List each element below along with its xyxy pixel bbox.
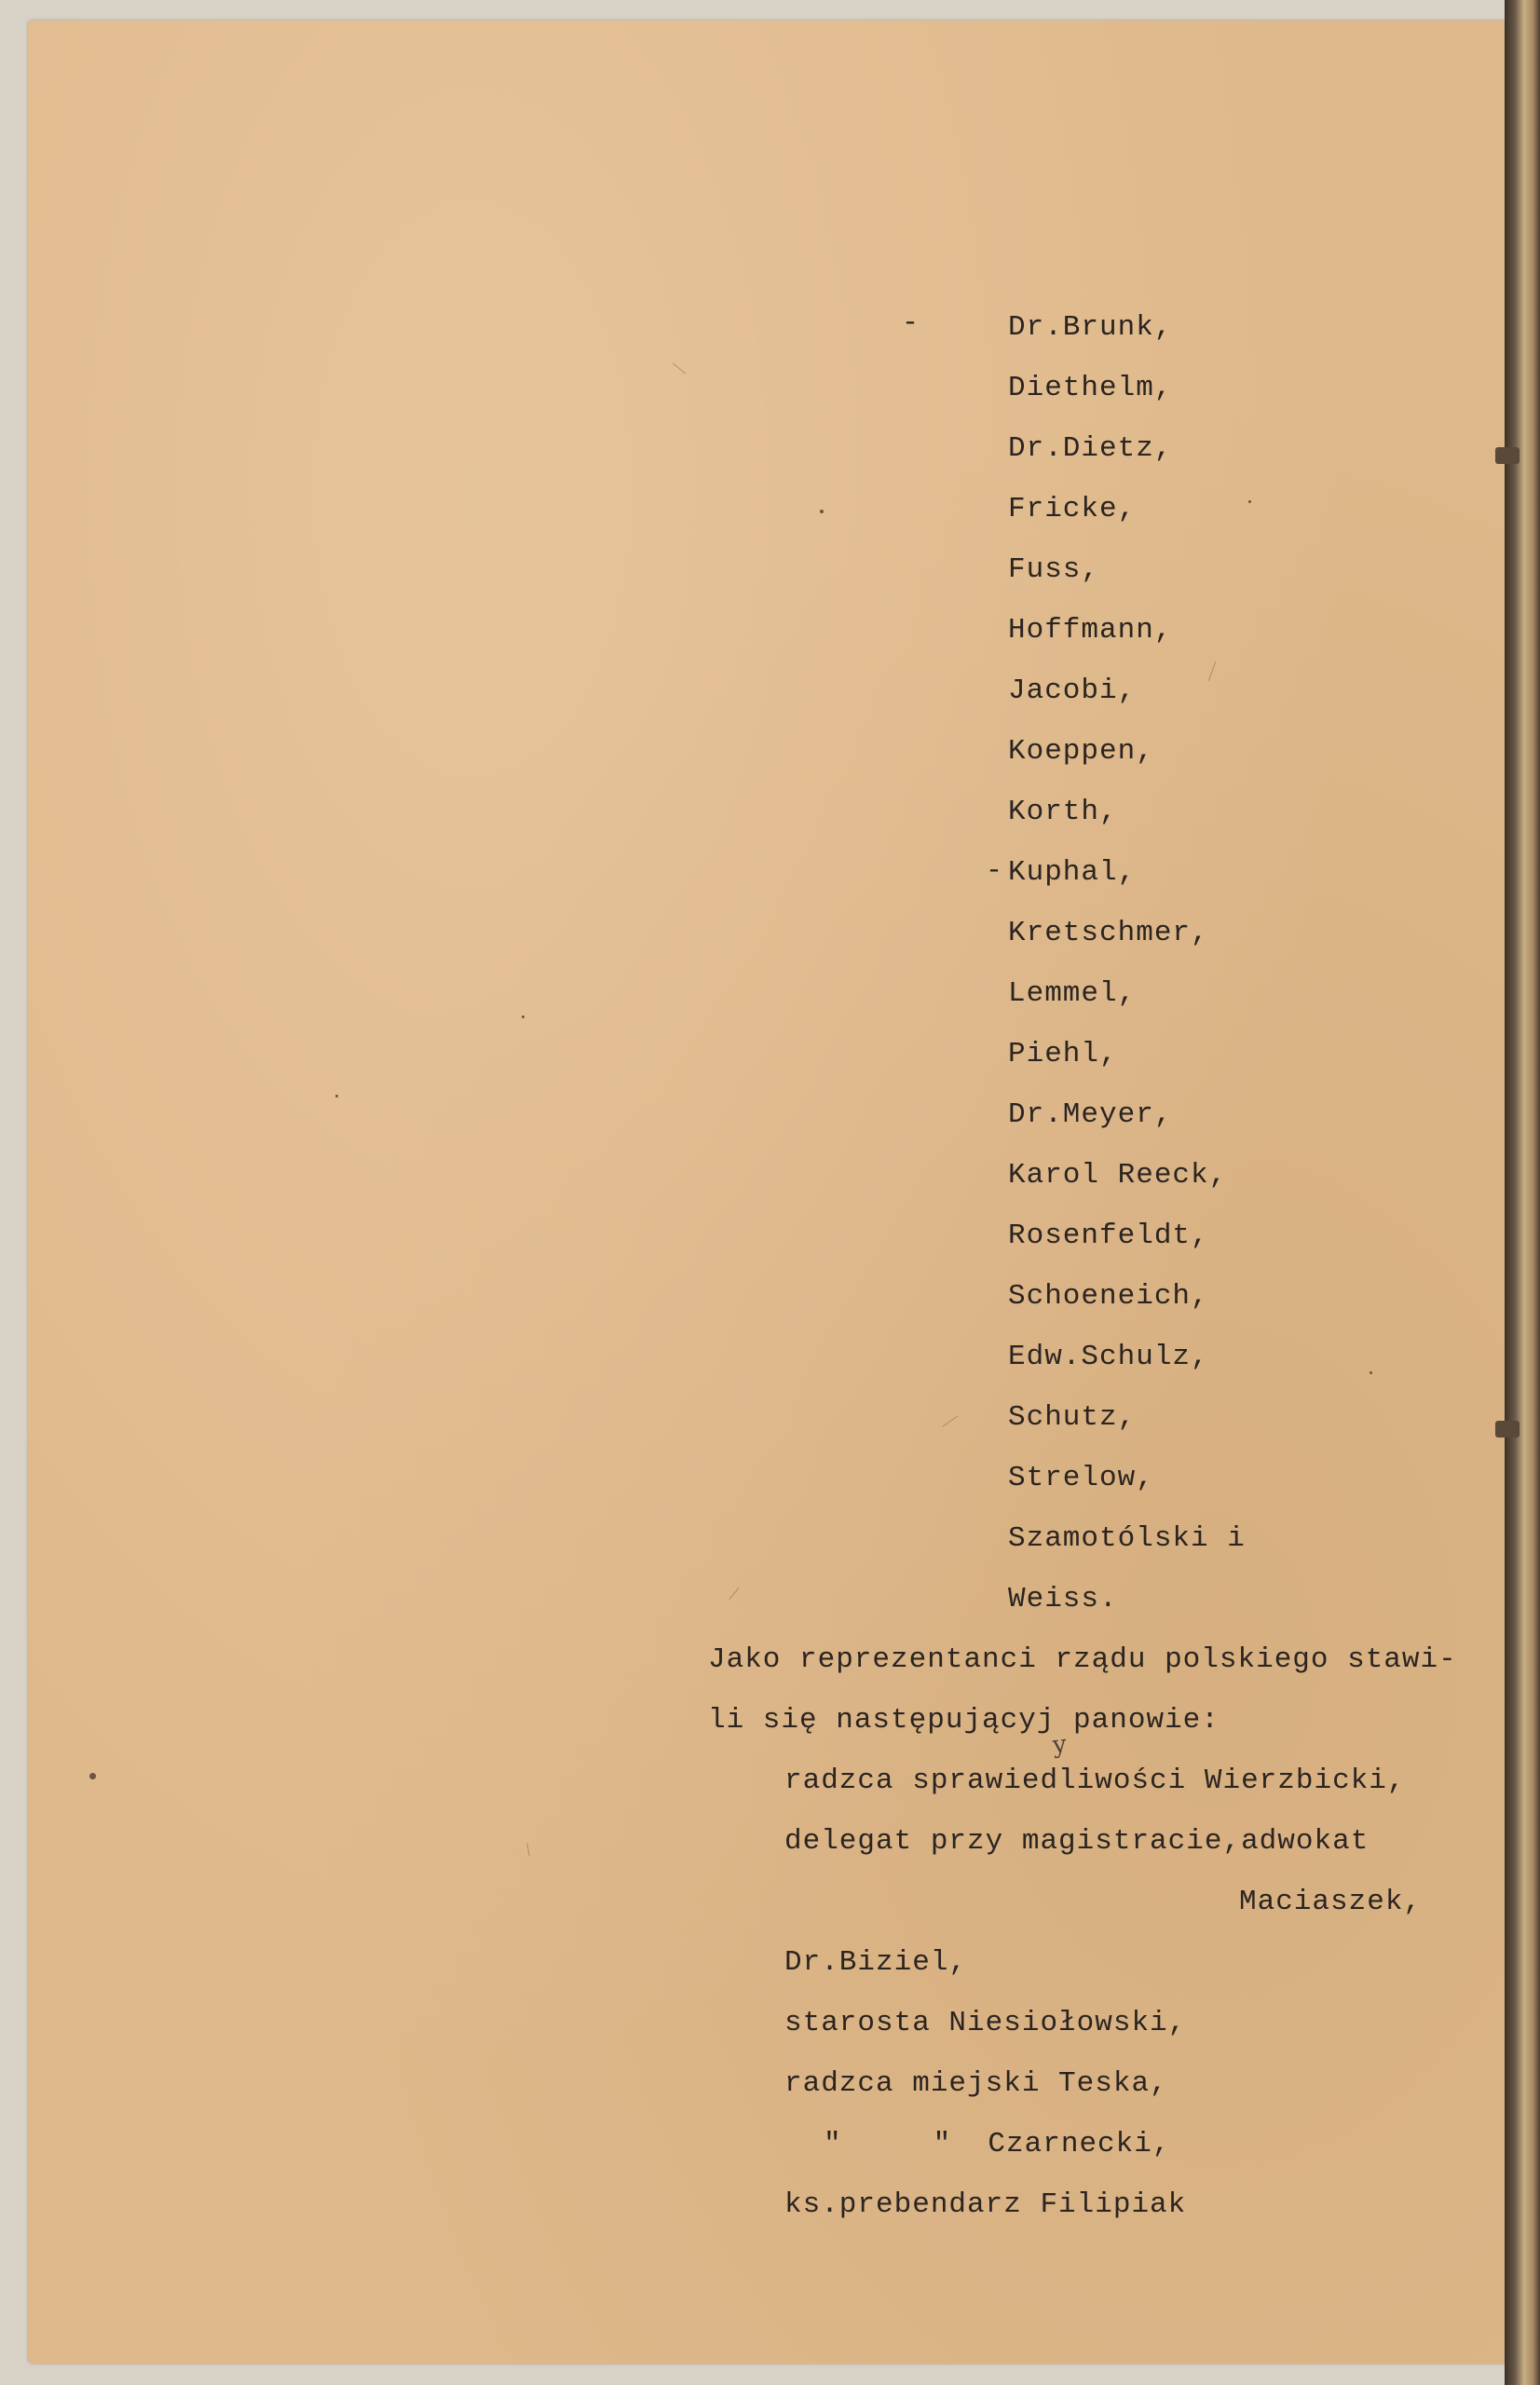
list-item: Hoffmann, — [1008, 614, 1173, 647]
list-item: Szamotólski i — [1008, 1522, 1246, 1555]
list-item: Jacobi, — [1008, 675, 1137, 707]
list-item: Rosenfeldt, — [1008, 1220, 1209, 1252]
list-item: Schutz, — [1008, 1401, 1137, 1434]
list-item: Strelow, — [1008, 1462, 1154, 1494]
paper-sheet — [28, 20, 1509, 2364]
list-item: Koeppen, — [1008, 735, 1154, 768]
list-item: " " Czarnecki, — [824, 2128, 1171, 2160]
paper-speck — [1248, 500, 1251, 503]
stray-dash-mark: - — [902, 307, 920, 339]
paper-speck — [522, 1015, 525, 1018]
paper-speck — [335, 1095, 338, 1097]
list-item: Korth, — [1008, 796, 1118, 828]
list-item: Lemmel, — [1008, 977, 1137, 1010]
list-item: starosta Niesiołowski, — [784, 2007, 1187, 2039]
list-item: Fricke, — [1008, 493, 1137, 525]
binding-tab — [1495, 447, 1520, 464]
list-item: radzca miejski Teska, — [784, 2067, 1168, 2100]
paragraph-line-1: Jako reprezentanci rządu polskiego stawi- — [708, 1643, 1457, 1676]
binding-edge — [1505, 0, 1540, 2385]
stray-dash-mark: - — [986, 855, 1003, 887]
list-item: Dr.Brunk, — [1008, 311, 1173, 344]
list-item: Kuphal, — [1008, 856, 1137, 889]
list-item: Weiss. — [1008, 1583, 1118, 1615]
list-item: Fuss, — [1008, 553, 1100, 586]
list-item: Diethelm, — [1008, 372, 1173, 404]
paper-speck — [820, 510, 824, 513]
paper-speck — [89, 1773, 96, 1779]
list-item: radzca sprawiedliwości Wierzbicki, — [784, 1765, 1406, 1797]
list-item: Edw.Schulz, — [1008, 1341, 1209, 1373]
list-item: Piehl, — [1008, 1038, 1118, 1070]
list-item: ks.prebendarz Filipiak — [784, 2188, 1187, 2221]
list-item: delegat przy magistracie,adwokat — [784, 1825, 1370, 1858]
list-item: Schoeneich, — [1008, 1280, 1209, 1313]
paragraph-line-2: li się następującyj panowie: — [708, 1704, 1220, 1737]
list-item: Dr.Biziel, — [784, 1946, 968, 1979]
list-item: Maciaszek, — [1239, 1886, 1423, 1918]
paper-speck — [1370, 1371, 1372, 1374]
list-item: Karol Reeck, — [1008, 1159, 1228, 1192]
handwritten-correction: y — [1051, 1730, 1069, 1760]
list-item: Kretschmer, — [1008, 917, 1209, 949]
binding-tab — [1495, 1421, 1520, 1438]
list-item: Dr.Meyer, — [1008, 1098, 1173, 1131]
list-item: Dr.Dietz, — [1008, 432, 1173, 465]
